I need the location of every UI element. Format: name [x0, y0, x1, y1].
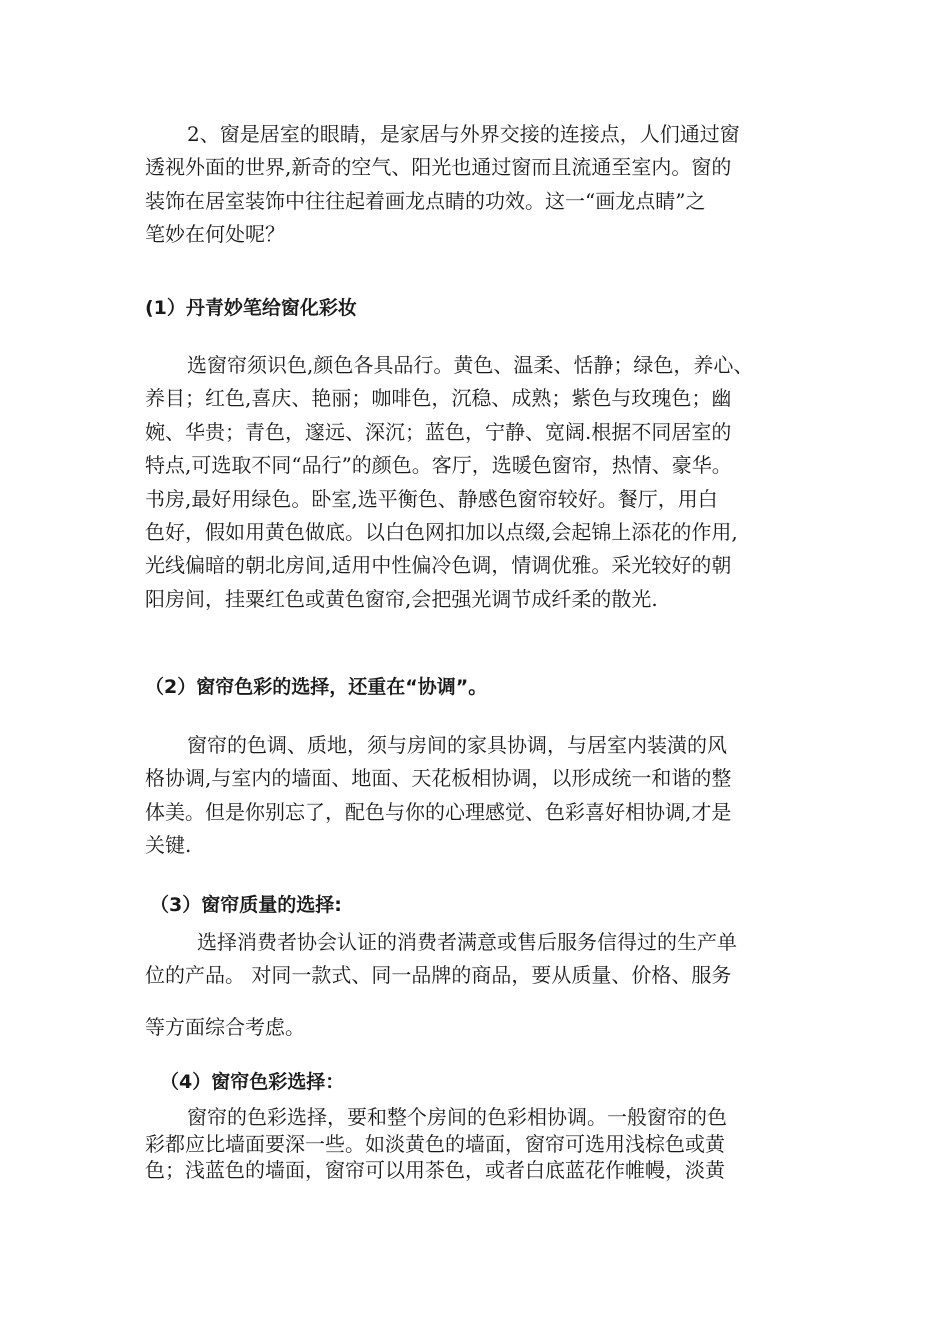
section-3-line: 等方面综合考虑。 [145, 1014, 305, 1039]
intro-line: 透视外面的世界,新奇的空气、阳光也通过窗而且流通至室内。窗的 [145, 155, 732, 180]
section-1-paragraph [145, 349, 825, 616]
section-2-line: 关键. [145, 833, 192, 858]
section-3-line: 位的产品。 对同一款式、同一品牌的商品，要从质量、价格、服务 [145, 963, 732, 988]
section-4-line: 彩都应比墙面要深一些。如淡黄色的墙面，窗帘可选用浅棕色或黄 [145, 1131, 725, 1156]
section-4-heading: （4）窗帘色彩选择： [160, 1071, 345, 1093]
section-2-heading-block [145, 672, 825, 699]
section-4-line: 色；浅蓝色的墙面，窗帘可以用茶色，或者白底蓝花作帷幔，淡黄 [145, 1158, 725, 1182]
section-1-line: 婉、华贵；青色，邃远、深沉；蓝色，宁静、宽阔.根据不同居室的 [145, 419, 732, 444]
section-1-heading-block [145, 293, 825, 320]
section-2-heading: （2）窗帘色彩的选择，还重在“协调”。 [145, 676, 488, 698]
section-1-line: 养目；红色,喜庆、艳丽；咖啡色，沉稳、成熟；紫色与玫瑰色；幽 [145, 386, 732, 411]
section-1-line: 阳房间，挂粟红色或黄色窗帘,会把强光调节成纤柔的散光. [145, 586, 658, 611]
section-3-line: 选择消费者协会认证的消费者满意或售后服务信得过的生产单 [197, 930, 737, 954]
intro-line: 笔妙在何处呢？ [145, 222, 285, 247]
section-2-line: 体美。但是你别忘了，配色与你的心理感觉、色彩喜好相协调,才是 [145, 799, 732, 824]
section-1-line: 书房,最好用绿色。卧室,选平衡色、静感色窗帘较好。餐厅，用白 [145, 486, 718, 511]
section-1-line: 色好，假如用黄色做底。以白色网扣加以点缀,会起锦上添花的作用, [145, 520, 738, 545]
section-4-paragraph [145, 1104, 825, 1184]
section-3-heading: （3）窗帘质量的选择: [150, 894, 342, 916]
section-3-paragraph [145, 926, 825, 1044]
section-1-line: 选窗帘须识色,颜色各具品行。黄色、温柔、恬静；绿色，养心、 [187, 353, 754, 377]
intro-line: 装饰在居室装饰中往往起着画龙点睛的功效。这一“画龙点睛”之 [145, 188, 706, 213]
section-4-line: 窗帘的色彩选择，要和整个房间的色彩相协调。一般窗帘的色 [187, 1105, 727, 1129]
section-1-line: 特点,可选取不同“品行”的颜色。客厅，选暖色窗帘，热情、豪华。 [145, 453, 732, 478]
section-2-line: 窗帘的色调、质地，须与房间的家具协调，与居室内装潢的风 [187, 733, 727, 757]
section-1-line: 光线偏暗的朝北房间,适用中性偏冷色调，情调优雅。采光较好的朝 [145, 553, 732, 578]
section-2-paragraph [145, 729, 825, 863]
section-4-heading-block [160, 1067, 840, 1094]
intro-paragraph [145, 118, 825, 252]
section-1-heading: (1）丹青妙笔给窗化彩妆 [145, 297, 357, 319]
intro-line: 2、窗是居室的眼睛，是家居与外界交接的连接点，人们通过窗 [187, 122, 740, 146]
section-2-line: 格协调,与室内的墙面、地面、天花板相协调，以形成统一和谐的整 [145, 766, 732, 791]
section-3-heading-block [150, 890, 830, 917]
